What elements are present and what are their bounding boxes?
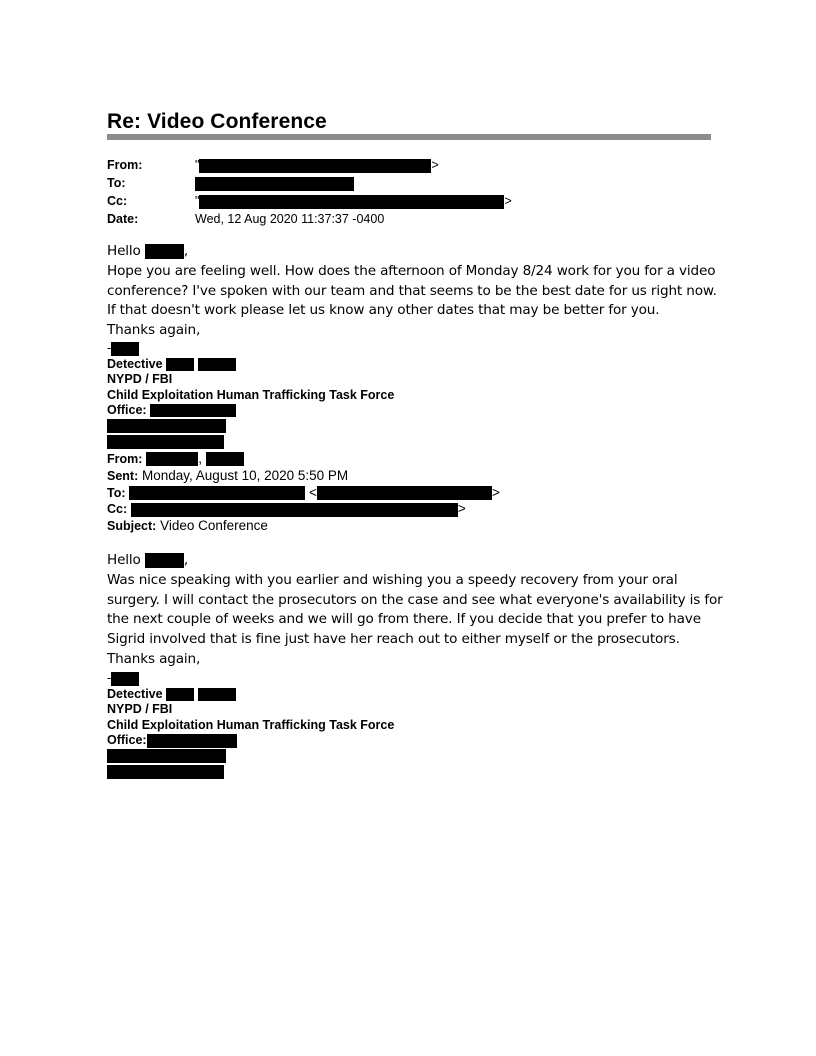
header-cc-suffix: > <box>504 194 512 208</box>
fwd-sent-value: Monday, August 10, 2020 5:50 PM <box>142 467 349 483</box>
redaction-box <box>145 244 184 259</box>
reply-paragraph: Hope you are feeling well. How does the afternoon of Monday 8/24 work for you for a video conference? I've spoken with our team and that seems to be the best date for us right now. If that doesn't work please let us know any other dates that may be better for you. <box>107 262 717 319</box>
redaction-box <box>146 452 198 466</box>
redaction-box <box>107 419 226 433</box>
signature-unit: Child Exploitation Human Trafficking Task Force <box>107 717 395 732</box>
signature-org: NYPD / FBI <box>107 372 173 386</box>
redaction-box <box>147 734 237 748</box>
header-cc-label: Cc: <box>107 194 128 208</box>
redaction-box <box>198 358 236 371</box>
redaction-box <box>199 195 504 209</box>
header-from-label: From: <box>107 158 143 172</box>
fwd-cc-label: Cc: <box>107 502 128 517</box>
header-date-label: Date: <box>107 212 139 226</box>
redaction-box <box>150 404 236 417</box>
original-signature: - Detective NYPD / FBI Child Exploitation Human Trafficking Task Force Office: <box>107 671 394 780</box>
original-body <box>107 551 727 670</box>
signature-title: Detective <box>107 686 163 701</box>
signature-office-label: Office: <box>107 733 147 747</box>
redaction-box <box>111 342 139 356</box>
fwd-to-label: To: <box>107 485 126 500</box>
signature-office-label: Office: <box>107 403 147 417</box>
signature-org: NYPD / FBI <box>107 702 173 716</box>
redaction-box <box>206 452 244 466</box>
redaction-box <box>317 486 492 500</box>
redaction-box <box>166 358 194 371</box>
fwd-from-label: From: <box>107 452 143 466</box>
original-greeting-line: Hello , <box>107 552 189 568</box>
reply-body <box>107 242 727 341</box>
forwarded-headers: From: , Sent: Monday, August 10, 2020 5:50 PM To: < > Cc: > Subject: Video Conference <box>107 451 500 534</box>
reply-signature: - Detective NYPD / FBI Child Exploitation Human Trafficking Task Force Office: <box>107 341 394 450</box>
original-closing: Thanks again, <box>107 650 201 667</box>
header-to-label: To: <box>107 176 126 190</box>
redaction-box <box>107 749 226 763</box>
redaction-box <box>129 486 305 500</box>
redaction-box <box>199 159 431 173</box>
email-subject-title: Re: Video Conference <box>107 110 327 133</box>
redaction-box <box>195 177 354 191</box>
fwd-subject-value: Video Conference <box>160 518 268 534</box>
redaction-box <box>111 672 139 686</box>
header-date-value: Wed, 12 Aug 2020 11:37:37 -0400 <box>195 212 385 226</box>
header-cc-prefix: " <box>195 194 200 208</box>
header-from-suffix: > <box>431 158 439 172</box>
redaction-box <box>166 688 194 701</box>
redaction-box <box>107 435 224 449</box>
redaction-box <box>145 553 184 568</box>
signature-title: Detective <box>107 356 163 371</box>
fwd-sent-label: Sent: <box>107 468 139 483</box>
redaction-box <box>198 688 236 701</box>
title-rule <box>107 134 711 140</box>
redaction-box <box>131 503 458 517</box>
original-paragraph: Was nice speaking with you earlier and wishing you a speedy recovery from your oral surgery. I will contact the prosecutors on the case and see what everyone's availability is for the next couple of weeks and we will go from there. If you decide that you prefer to have Sigrid involved that is fine just have her reach out to either myself or the prosecutors. <box>107 571 723 648</box>
header-from-prefix: " <box>195 158 200 172</box>
fwd-subject-label: Subject: <box>107 519 157 534</box>
reply-closing: Thanks again, <box>107 322 201 339</box>
signature-unit: Child Exploitation Human Trafficking Task Force <box>107 387 395 402</box>
reply-greeting-line: Hello , <box>107 243 189 259</box>
redaction-box <box>107 765 224 779</box>
